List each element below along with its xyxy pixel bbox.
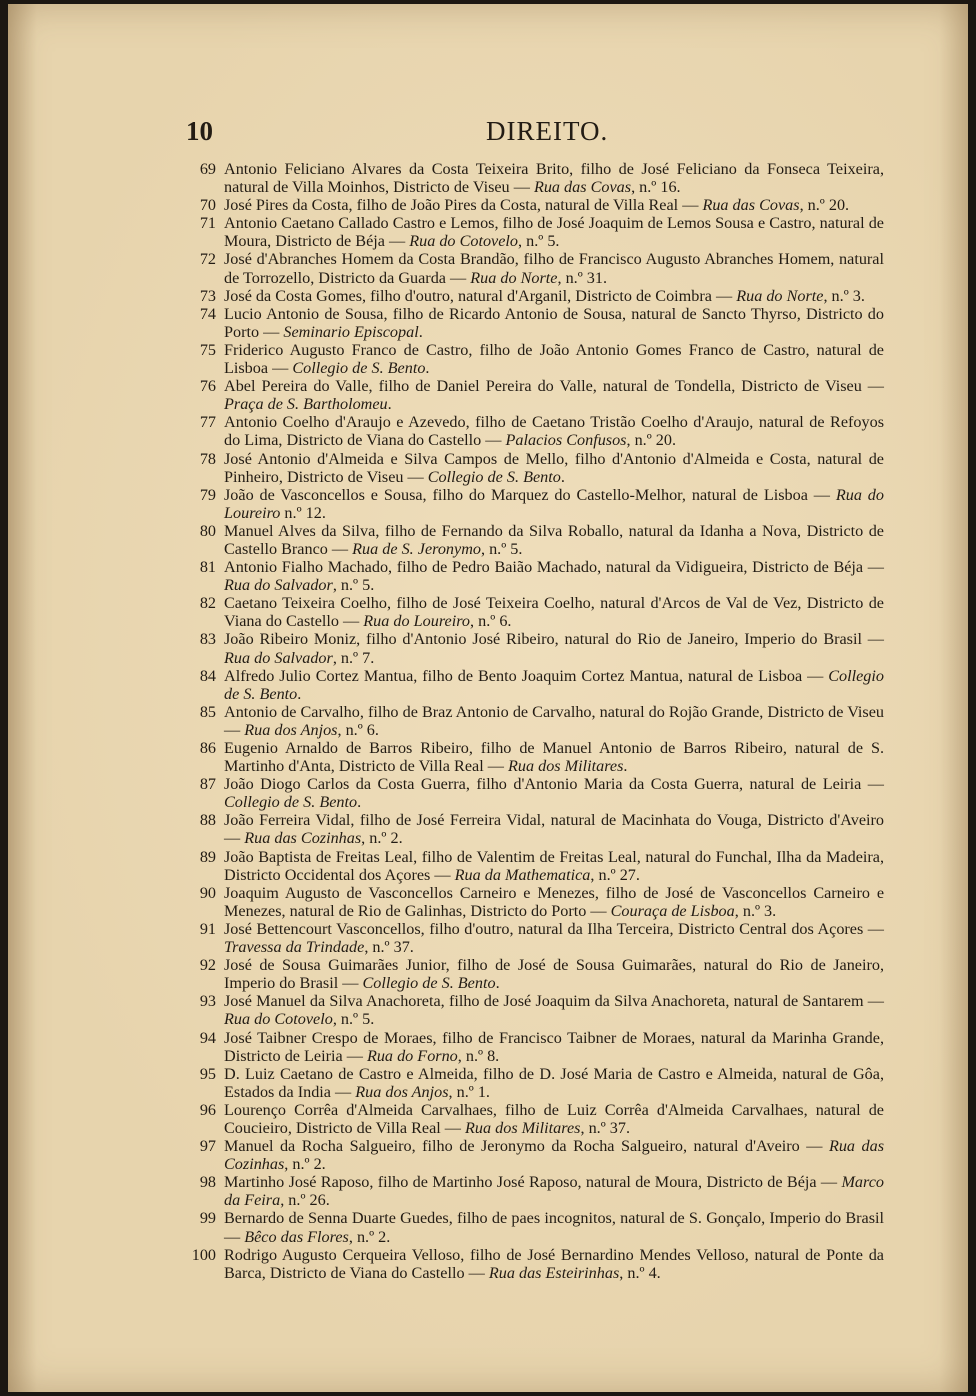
entry-number-suffix: , n.º 1. — [448, 1082, 490, 1101]
entry-address: Marco da Feira — [224, 1173, 884, 1210]
entry-text — [224, 341, 884, 377]
entry-description: Antonio Fialho Machado, filho de Pedro Baião Machado, natural da Vidigueira, Districto de Béja — — [224, 558, 884, 577]
entry-text — [224, 522, 884, 558]
entry-address: Rua dos Militares — [507, 757, 624, 776]
entry-address: Rua de S. Jeronymo — [352, 539, 481, 558]
list-item — [184, 1065, 884, 1101]
entry-number-suffix: , n.º 3. — [734, 901, 777, 920]
entry-address: Palacios Confusos — [505, 431, 627, 450]
entry-description: José de Sousa Guimarães Junior, filho de José de Sousa Guimarães, natural do Rio de Janeiro, Imperio do Brasil — — [224, 956, 884, 993]
entry-number-suffix: , n.º 5. — [480, 539, 523, 558]
list-item — [184, 160, 884, 196]
entry-number: 77 — [199, 413, 216, 432]
list-item — [184, 920, 884, 956]
entry-text — [224, 848, 884, 884]
list-item — [184, 884, 884, 920]
entry-number-suffix: , n.º 26. — [280, 1191, 330, 1210]
entry-text — [224, 1246, 884, 1282]
entry-text — [224, 739, 884, 775]
entry-text — [224, 703, 884, 739]
entry-text — [224, 413, 884, 449]
entry-text — [224, 287, 884, 305]
list-item — [184, 377, 884, 413]
list-item — [184, 341, 884, 377]
entry-description: Antonio Caetano Callado Castro e Lemos, filho de José Joaquim de Lemos Sousa e Castro, natural de Moura, Districto de Béja — — [224, 214, 884, 251]
entry-text — [224, 196, 884, 214]
list-item — [184, 196, 884, 214]
entry-number: 85 — [199, 702, 216, 721]
entry-number: 92 — [199, 956, 216, 975]
list-item — [184, 630, 884, 666]
entry-description: Manuel da Rocha Salgueiro, filho de Jeronymo da Rocha Salgueiro, natural d'Aveiro — — [224, 1137, 829, 1156]
entry-text — [224, 250, 884, 286]
entry-number-suffix: , n.º 6. — [337, 720, 379, 739]
entry-number: 76 — [199, 377, 216, 396]
entry-text — [224, 667, 884, 703]
entry-description: D. Luiz Caetano de Castro e Almeida, filho de D. José Maria de Castro e Almeida, natural de Gôa, Estados da India — — [224, 1064, 884, 1101]
entry-description: João Baptista de Freitas Leal, filho de Valentim de Freitas Leal, natural do Funchal, Ilha da Madeira, Districto Occidental dos Açores — — [224, 847, 884, 884]
entry-address: Rua do Cotovelo — [224, 1010, 333, 1029]
entry-number: 80 — [199, 521, 216, 540]
entry-number: 78 — [199, 449, 216, 468]
entry-address: Praça de S. Bartholomeu — [224, 395, 388, 414]
entry-number: 84 — [199, 666, 216, 685]
entry-description: José Bettencourt Vasconcellos, filho d'outro, natural da Ilha Terceira, Districto Central dos Açores — — [224, 919, 884, 938]
entry-description: Lucio Antonio de Sousa, filho de Ricardo Antonio de Sousa, natural de Sancto Thyrso, Districto do Porto — — [224, 304, 884, 341]
entry-description: José d'Abranches Homem da Costa Brandão, filho de Francisco Augusto Abranches Homem, natural de Torrozello, Districto da Guarda — — [224, 250, 884, 287]
student-list — [184, 160, 884, 1282]
book-page — [8, 4, 968, 1392]
entry-description: João Ferreira Vidal, filho de José Ferreira Vidal, natural de Macinhata do Vouga, Districto d'Aveiro — — [224, 811, 884, 848]
entry-number: 69 — [199, 160, 216, 178]
entry-description: José Antonio d'Almeida e Silva Campos de Mello, filho d'Antonio d'Almeida e Costa, natural de Pinheiro, Districto de Viseu — — [224, 449, 884, 486]
entry-number: 95 — [199, 1064, 216, 1083]
entry-address: Rua das Covas — [702, 196, 800, 215]
entry-address: Rua do Salvador — [224, 576, 333, 595]
entry-address: Collegio de S. Bento — [362, 974, 496, 993]
entry-text — [224, 558, 884, 594]
list-item — [184, 1137, 884, 1173]
entry-address: Rua dos Militares — [465, 1118, 581, 1137]
entry-number-suffix: , n.º 2. — [348, 1227, 391, 1246]
list-item — [184, 739, 884, 775]
entry-description: Antonio de Carvalho, filho de Braz Antonio de Carvalho, natural do Rojão Grande, Districto de Viseu — — [224, 702, 884, 739]
entry-number-suffix: . — [623, 757, 628, 776]
entry-description: Rodrigo Augusto Cerqueira Velloso, filho de José Bernardino Mendes Velloso, natural de Ponte da Barca, Districto de Viana do Castello — — [224, 1245, 884, 1282]
entry-number: 86 — [199, 739, 216, 757]
entry-address: Rua da Mathematica — [454, 865, 591, 884]
entry-address: Collegio de S. Bento — [427, 467, 561, 486]
entry-text — [224, 1173, 884, 1209]
entry-number-suffix: . — [297, 684, 302, 703]
entry-text — [224, 377, 884, 413]
entry-number-suffix: , n.º 6. — [470, 612, 512, 631]
entry-description: João Diogo Carlos da Costa Guerra, filho d'Antonio Maria da Costa Guerra, natural de Leiria — — [224, 775, 884, 794]
entry-description: José da Costa Gomes, filho d'outro, natural d'Arganil, Districto de Coimbra — — [224, 286, 737, 305]
entry-number-suffix: , n.º 5. — [332, 576, 375, 595]
entry-text — [224, 214, 884, 250]
entry-text — [224, 160, 884, 196]
list-item — [184, 1173, 884, 1209]
list-item — [184, 305, 884, 341]
entry-address: Couraça de Lisboa — [610, 901, 735, 920]
entry-address: Rua do Loureiro — [224, 485, 884, 522]
entry-number-suffix: n.º 12. — [280, 503, 326, 522]
entry-description: João Ribeiro Moniz, filho d'Antonio José Ribeiro, natural do Rio de Janeiro, Imperio do Brasil — — [224, 630, 884, 649]
list-item — [184, 486, 884, 522]
entry-number: 96 — [199, 1100, 216, 1119]
list-item — [184, 214, 884, 250]
entry-address: Rua do Norte — [470, 268, 558, 287]
entry-description: Alfredo Julio Cortez Mantua, filho de Bento Joaquim Cortez Mantua, natural de Lisboa — — [224, 666, 829, 685]
entry-number-suffix: . — [418, 322, 423, 341]
entry-address: Rua das Cozinhas — [244, 829, 362, 848]
entry-text — [224, 305, 884, 341]
entry-text — [224, 884, 884, 920]
entry-text — [224, 1137, 884, 1173]
entry-number-suffix: , n.º 20. — [799, 196, 850, 215]
entry-text — [224, 920, 884, 956]
entry-text — [224, 956, 884, 992]
entry-number: 75 — [199, 340, 216, 359]
entry-number-suffix: , n.º 7. — [332, 648, 375, 667]
entry-number: 83 — [199, 630, 216, 649]
entry-number: 79 — [199, 485, 216, 504]
entry-text — [224, 1209, 884, 1245]
list-item — [184, 250, 884, 286]
entry-description: José Taibner Crespo de Moraes, filho de Francisco Taibner de Moraes, natural da Marinha Grande, Districto de Leiria — — [224, 1028, 884, 1065]
entry-number: 90 — [199, 883, 216, 902]
entry-description: José Manuel da Silva Anachoreta, filho de José Joaquim da Silva Anachoreta, natural de Santarem — — [224, 992, 884, 1011]
page-header — [186, 116, 878, 152]
entry-number-suffix: , n.º 16. — [631, 178, 681, 197]
entry-description: João de Vasconcellos e Sousa, filho do Marquez do Castello-Melhor, natural de Lisboa — — [224, 485, 836, 504]
entry-address: Rua do Forno — [366, 1046, 458, 1065]
list-item — [184, 287, 884, 305]
entry-number: 70 — [199, 196, 216, 215]
entry-text — [224, 992, 884, 1028]
list-item — [184, 1246, 884, 1282]
entry-number: 82 — [199, 594, 216, 613]
entry-number-suffix: , n.º 2. — [284, 1155, 326, 1174]
entry-number: 74 — [199, 304, 216, 323]
entry-description: Antonio Coelho d'Araujo e Azevedo, filho de Caetano Tristão Coelho d'Araujo, natural de Refoyos do Lima, Districto de Viana do Castello — — [224, 413, 884, 450]
list-item — [184, 992, 884, 1028]
entry-number-suffix: , n.º 37. — [364, 938, 414, 957]
entry-number-suffix: , n.º 31. — [557, 268, 608, 287]
entry-number-suffix: . — [387, 395, 392, 414]
list-item — [184, 667, 884, 703]
entry-address: Rua das Esteirinhas — [488, 1263, 620, 1282]
entry-number: 91 — [199, 919, 216, 938]
running-head: DIREITO. — [486, 116, 609, 146]
entry-address: Rua do Salvador — [224, 648, 333, 667]
entry-number: 97 — [199, 1137, 216, 1156]
list-item — [184, 594, 884, 630]
entry-text — [224, 1101, 884, 1137]
entry-number-suffix: . — [357, 793, 362, 812]
entry-address: Collegio de S. Bento — [224, 793, 358, 812]
entry-address: Collegio de S. Bento — [224, 666, 884, 703]
entry-description: Abel Pereira do Valle, filho de Daniel Pereira do Valle, natural de Tondella, Districto de Viseu — — [224, 377, 884, 396]
entry-address: Seminario Episcopal — [283, 322, 419, 341]
entry-description: Friderico Augusto Franco de Castro, filho de João Antonio Gomes Franco de Castro, natural de Lisboa — — [224, 340, 884, 378]
entry-text — [224, 775, 884, 811]
list-item — [184, 811, 884, 847]
entry-number-suffix: , n.º 8. — [457, 1046, 500, 1065]
list-item — [184, 1209, 884, 1245]
page-number: 10 — [186, 116, 213, 146]
entry-address: Travessa da Trindade — [224, 938, 365, 957]
entry-number-suffix: . — [495, 974, 500, 993]
entry-text — [224, 486, 884, 522]
entry-number: 93 — [199, 992, 216, 1011]
entry-address: Rua das Cozinhas — [224, 1137, 884, 1174]
entry-description: Antonio Feliciano Alvares da Costa Teixeira Brito, filho de José Feliciano da Fonseca Teixeira, natural de Villa Moinhos, Districto de Viseu — — [224, 160, 884, 197]
entry-address: Rua do Norte — [736, 286, 824, 305]
entry-number-suffix: , n.º 20. — [626, 431, 677, 450]
entry-description: Joaquim Augusto de Vasconcellos Carneiro e Menezes, filho de José de Vasconcellos Carneiro e Menezes, natural de Rio de Galinhas, Districto do Porto — — [224, 883, 884, 920]
list-item — [184, 775, 884, 811]
entry-text — [224, 450, 884, 486]
entry-number: 72 — [199, 250, 216, 269]
list-item — [184, 1029, 884, 1065]
entry-text — [224, 1029, 884, 1065]
entry-address: Rua dos Anjos — [355, 1082, 449, 1101]
entry-number-suffix: , n.º 3. — [823, 286, 865, 305]
entry-number: 89 — [199, 847, 216, 866]
entry-text — [224, 630, 884, 666]
entry-description: Bernardo de Senna Duarte Guedes, filho de paes incognitos, natural de S. Gonçalo, Imperio do Brasil — — [224, 1209, 884, 1246]
list-item — [184, 413, 884, 449]
entry-number: 87 — [199, 775, 216, 794]
list-item — [184, 558, 884, 594]
list-item — [184, 848, 884, 884]
entry-number-suffix: , n.º 2. — [361, 829, 403, 848]
entry-text — [224, 811, 884, 847]
entry-description: Martinho José Raposo, filho de Martinho José Raposo, natural de Moura, Districto de Béja — — [224, 1173, 842, 1192]
entry-number-suffix: , n.º 4. — [619, 1263, 661, 1282]
entry-number-suffix: . — [425, 359, 430, 378]
entry-text — [224, 594, 884, 630]
entry-address: Rua dos Anjos — [244, 720, 338, 739]
list-item — [184, 703, 884, 739]
entry-number: 100 — [191, 1245, 216, 1264]
list-item — [184, 956, 884, 992]
entry-number: 99 — [199, 1209, 216, 1228]
entry-address: Rua do Loureiro — [363, 612, 471, 631]
entry-number: 71 — [199, 214, 216, 233]
entry-number: 94 — [199, 1028, 216, 1047]
entry-description: José Pires da Costa, filho de João Pires da Costa, natural de Villa Real — — [224, 196, 703, 215]
entry-number: 81 — [199, 558, 216, 577]
entry-number-suffix: , n.º 5. — [332, 1010, 375, 1029]
entry-number: 98 — [199, 1173, 216, 1192]
entry-number: 88 — [199, 811, 216, 830]
list-item — [184, 1101, 884, 1137]
entry-description: Eugenio Arnaldo de Barros Ribeiro, filho de Manuel Antonio de Barros Ribeiro, natural de S. Martinho d'Anta, Districto de Villa Real — — [224, 739, 884, 776]
entry-number: 73 — [199, 286, 216, 305]
entry-address: Rua das Covas — [533, 178, 632, 197]
entry-address: Rua do Cotovelo — [409, 232, 519, 251]
list-item — [184, 522, 884, 558]
entry-description: Lourenço Corrêa d'Almeida Carvalhaes, filho de Luiz Corrêa d'Almeida Carvalhaes, natural de Coucieiro, Districto de Villa Real — — [224, 1100, 884, 1137]
list-item — [184, 450, 884, 486]
entry-address: Bêco das Flores — [244, 1227, 349, 1246]
entry-number-suffix: , n.º 5. — [518, 232, 560, 251]
entry-description: Caetano Teixeira Coelho, filho de José Teixeira Coelho, natural d'Arcos de Val de Vez, Districto de Viana do Castello — — [224, 594, 884, 631]
entry-number-suffix: , n.º 37. — [580, 1118, 631, 1137]
entry-number-suffix: , n.º 27. — [590, 865, 640, 884]
entry-number-suffix: . — [560, 467, 565, 486]
entry-description: Manuel Alves da Silva, filho de Fernando da Silva Roballo, natural da Idanha a Nova, Districto de Castello Branco — — [224, 521, 884, 558]
entry-address: Collegio de S. Bento — [292, 359, 426, 378]
entry-text — [224, 1065, 884, 1101]
